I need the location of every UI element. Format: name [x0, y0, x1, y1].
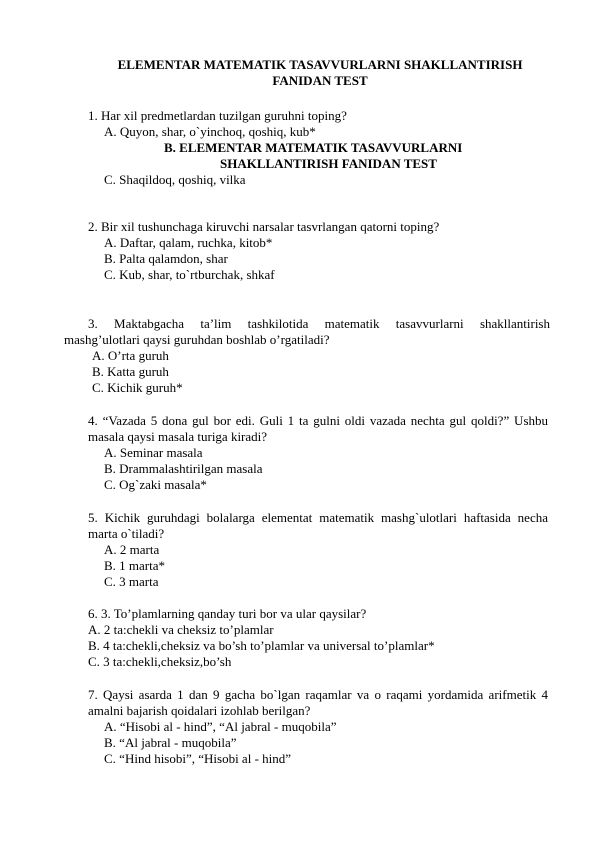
question-1 — [88, 108, 548, 188]
question-3-option-b: B. Katta guruh — [92, 364, 169, 379]
question-3-option-a: A. O’rta guruh — [92, 348, 169, 363]
question-1-option-a: A. Quyon, shar, o`yinchoq, qoshiq, kub* — [104, 124, 316, 139]
question-5-option-c: C. 3 marta — [104, 574, 159, 589]
question-2-stem: 2. Bir xil tushunchaga kiruvchi narsalar tasvrlangan qatorni toping? — [88, 219, 440, 234]
question-5-stem: 5. Kichik guruhdagi bolalarga elementat matematik mashg`ulotlari haftasida necha marta o`tiladi? — [88, 510, 548, 541]
question-6 — [88, 606, 548, 670]
question-4-option-c: C. Og`zaki masala* — [104, 477, 207, 492]
document-title — [50, 57, 590, 89]
question-7-option-b: B. “Al jabral - muqobila” — [104, 735, 237, 750]
question-7-stem: 7. Qaysi asarda 1 dan 9 gacha bo`lgan raqamlar va o raqami yordamida arifmetik 4 amalni bajarish qoidalari izohlab berilgan? — [88, 687, 548, 718]
title-line-2: FANIDAN TEST — [272, 73, 368, 88]
question-4-option-a: A. Seminar masala — [104, 445, 203, 460]
question-2-option-b: B. Palta qalamdon, shar — [104, 251, 228, 266]
question-6-option-b: B. 4 ta:chekli,cheksiz va bo’sh to’plamlar va universal to’plamlar* — [88, 638, 435, 653]
question-5-option-b: B. 1 marta* — [104, 558, 166, 573]
question-6-stem: 6. 3. To’plamlarning qanday turi bor va ular qaysilar? — [88, 606, 367, 621]
question-7 — [88, 687, 548, 767]
question-3-stem-line-1: 3. Maktabgacha ta’lim tashkilotida matematik tasavvurlarni shakllantirish — [88, 316, 550, 331]
question-7-option-a: A. “Hisobi al - hind”, “Al jabral - muqobila” — [104, 719, 337, 734]
question-6-option-c: C. 3 ta:chekli,cheksiz,bo’sh — [88, 654, 232, 669]
question-3 — [64, 316, 550, 396]
question-1-option-b-line-1: B. ELEMENTAR MATEMATIK TASAVVURLARNI — [164, 140, 463, 155]
question-1-option-b-line-2: SHAKLLANTIRISH FANIDAN TEST — [220, 156, 437, 171]
question-4-stem: 4. “Vazada 5 dona gul bor edi. Guli 1 ta gulni oldi vazada nechta gul qoldi?” Ushbu masala qaysi masala turiga kiradi? — [88, 413, 548, 444]
question-3-stem-line-2: mashg’ulotlari qaysi guruhdan boshlab o’rgatiladi? — [64, 332, 330, 347]
title-line-1: ELEMENTAR MATEMATIK TASAVVURLARNI SHAKLLANTIRISH — [117, 57, 523, 72]
question-7-option-c: C. “Hind hisobi”, “Hisobi al - hind” — [104, 751, 292, 766]
question-6-option-a: A. 2 ta:chekli va cheksiz to’plamlar — [88, 622, 274, 637]
question-2-option-c: C. Kub, shar, to`rtburchak, shkaf — [104, 267, 275, 282]
question-4 — [88, 413, 548, 493]
question-3-option-c: C. Kichik guruh* — [92, 380, 183, 395]
question-2 — [88, 219, 548, 283]
question-4-option-b: B. Drammalashtirilgan masala — [104, 461, 263, 476]
question-1-stem: 1. Har xil predmetlardan tuzilgan guruhni toping? — [88, 108, 347, 123]
question-5 — [88, 510, 548, 590]
question-5-option-a: A. 2 marta — [104, 542, 160, 557]
question-2-option-a: A. Daftar, qalam, ruchka, kitob* — [104, 235, 273, 250]
question-1-option-c: C. Shaqildoq, qoshiq, vilka — [104, 172, 246, 187]
